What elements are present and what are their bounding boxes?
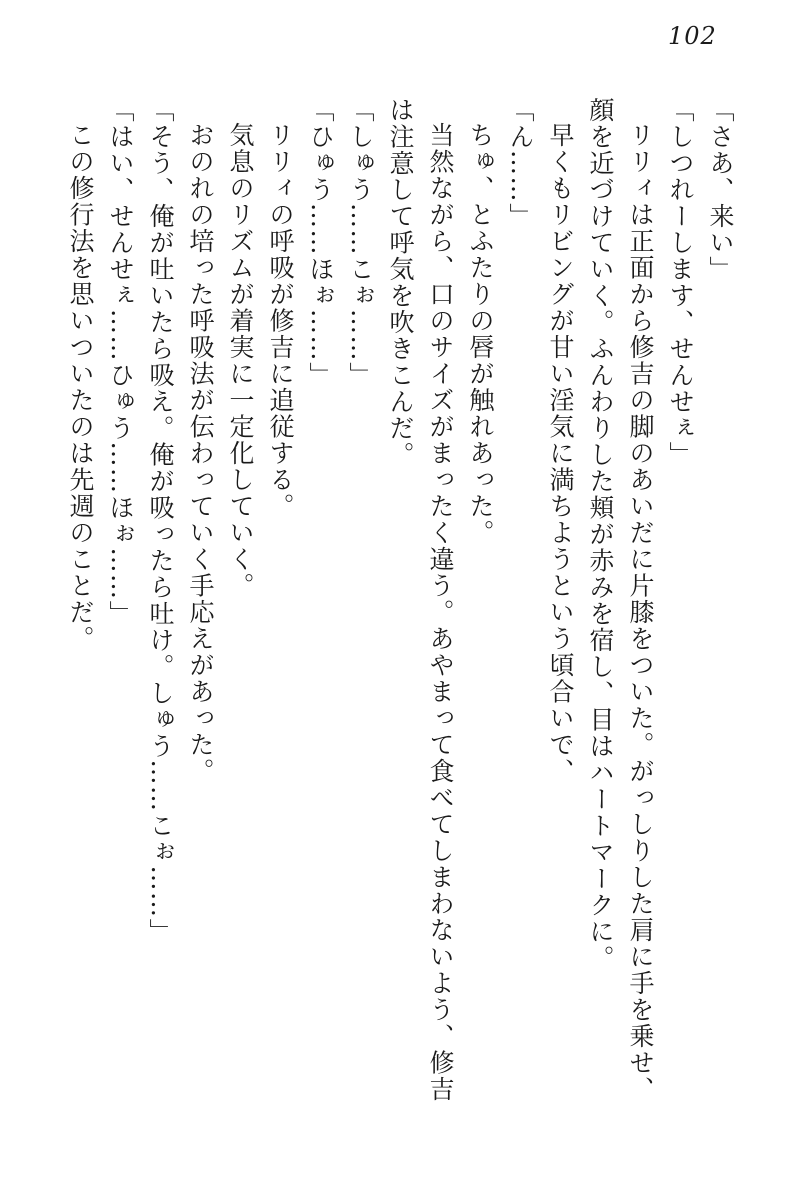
paragraph-dialogue: 「ん……」 — [506, 97, 535, 230]
paragraph-narrative: ちゅ、とふたりの唇が触れあった。 — [466, 122, 495, 546]
page-number: 102 — [668, 22, 717, 50]
text-block — [58, 97, 740, 1112]
paragraph-dialogue: 「さあ、来い」 — [706, 97, 735, 283]
paragraph-dialogue: 「ひゅう……ほぉ……」 — [306, 97, 335, 389]
paragraph-narrative: 気息のリズムが着実に一定化していく。 — [226, 122, 255, 599]
paragraph-narrative: リリィは正面から修吉の脚のあいだに片膝をついた。がっしりした肩に手を乗せ、顔を近づけていく。ふんわりした頬が赤みを宿し、目はハートマークに。 — [586, 97, 655, 1103]
paragraph-narrative: この修行法を思いついたのは先週のことだ。 — [66, 122, 95, 652]
paragraph-dialogue: 「しゅう……こぉ……」 — [346, 97, 375, 389]
paragraph-dialogue: 「はい、せんせぇ……ひゅう……ほぉ……」 — [106, 97, 135, 627]
paragraph-narrative: 早くもリビングが甘い淫気に満ちようという頃合いで、 — [546, 122, 575, 785]
paragraph-narrative: リリィの呼吸が修吉に追従する。 — [266, 122, 295, 520]
paragraph-dialogue: 「そう、俺が吐いたら吸え。俺が吸ったら吐け。しゅう……こぉ……」 — [146, 97, 175, 945]
paragraph-dialogue: 「しつれーします、せんせぇ」 — [666, 97, 695, 468]
paragraph-narrative: 当然ながら、口のサイズがまったく違う。あやまって食べてしまわないよう、修吉は注意して呼気を吹きこんだ。 — [386, 97, 455, 1103]
paragraph-narrative: おのれの培った呼吸法が伝わっていく手応えがあった。 — [186, 122, 215, 785]
